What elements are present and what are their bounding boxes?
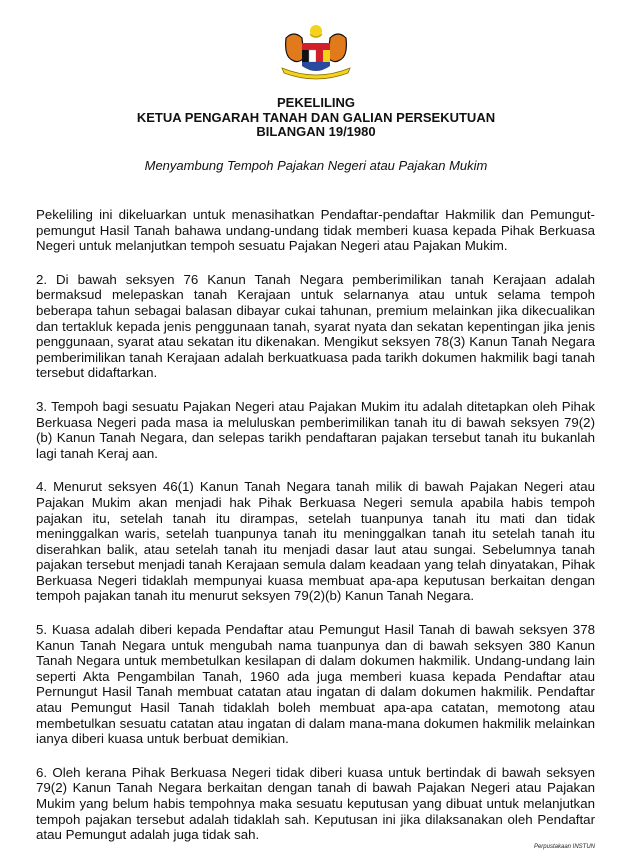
footer-library-mark: Perpustakaan INSTUN — [533, 844, 595, 850]
circular-number: BILANGAN 19/1980 — [256, 124, 376, 139]
paragraph-5: 5. Kuasa adalah diberi kepada Pendaftar atau Pemungut Hasil Tanah di bawah seksyen 378 Kanun Tanah Negara untuk mengubah nama tuanpunya dan di bawah seksyen 380 Kanun Tanah Negara untuk membetulkan kesilapan di dalam dokumen hakmilik. Undang-undang lain seperti Akta Pengambilan Tanah, 1960 ada juga memberi kuasa kepada Pendaftar atau Pernungut Hasil Tanah membuat catatan atau ingatan di dalam dokumen hakmilik. Pendaftar atau Pemungut Hasil Tanah tidaklah boleh membuat apa-apa catatan, memotong atau membetulkan sesuatu catatan atau ingatan di dalam mana-mana dokumen hakmilik melainkan ianya diberi kuasa untuk berbuat demikian. — [36, 622, 595, 747]
issuing-authority: KETUA PENGARAH TANAH DAN GALIAN PERSEKUTUAN — [136, 109, 496, 125]
circular-header — [0, 96, 632, 140]
circular-title: PEKELILING — [276, 95, 355, 110]
paragraph-6: 6. Oleh kerana Pihak Berkuasa Negeri tidak diberi kuasa untuk bertindak di bawah seksyen 79(2) Kanun Tanah Negara berkaitan dengan tanah di bawah Pajakan Negeri atau Pajakan Mukim yang belum habis tempohnya maka sesuatu keputusan yang dibuat untuk melanjutkan tempoh pajakan tersebut adalah tidaklah sah. Keputusan ini jika dilaksanakan oleh Pendaftar atau Pemungut adalah juga tidak sah. — [36, 764, 595, 843]
coat-of-arms-icon — [268, 18, 364, 82]
document-body — [36, 207, 595, 861]
paragraph-3: 3. Tempoh bagi sesuatu Pajakan Negeri atau Pajakan Mukim itu adalah ditetapkan oleh Pihak Berkuasa Negeri pada masa ia meluluskan pemberimilikan tanah itu di bawah seksyen 79(2)(b) Kanun Tanah Negara, dan selepas tarikh pendaftaran pajakan tersebut tanah itu bukanlah lagi tanah Keraj aan. — [36, 398, 595, 461]
paragraph-1: Pekeliling ini dikeluarkan untuk menasihatkan Pendaftar-pendaftar Hakmilik dan Pemungut-pemungut Hasil Tanah bahawa undang-undang tidak memberi kuasa kepada Pihak Berkuasa Negeri untuk melanjutkan tempoh sesuatu Pajakan Negeri atau Pajakan Mukim. — [36, 207, 595, 254]
circular-subject: Menyambung Tempoh Pajakan Negeri atau Pajakan Mukim — [144, 158, 488, 173]
paragraph-2: 2. Di bawah seksyen 76 Kanun Tanah Negara pemberimilikan tanah Kerajaan adalah bermaksud melepaskan tanah Kerajaan untuk selarnanya atau untuk selama tempoh beberapa tahun sebagai balasan dibayar cukai tahunan, premium melainkan jika dikecualikan dan tertakluk kepada jenis penggunaan tanah, syarat nyata dan sekatan kepentingan jika jenis penggunaan, syarat atau sekatan itu dikenakan. Mengikut seksyen 78(3) Kanun Tanah Negara pemberimilikan tanah Kerajaan adalah berkuatkuasa pada tarikh dokumen hakmilik bagi tanah tersebut didaftarkan. — [36, 271, 595, 381]
paragraph-4: 4. Menurut seksyen 46(1) Kanun Tanah Negara tanah milik di bawah Pajakan Negeri atau Pajakan Mukim akan menjadi hak Pihak Berkuasa Negeri semula apabila habis tempoh pajakan itu, setelah tanah itu dirampas, setelah tuanpunya tanah itu mati dan tidak meninggalkan waris, setelah tuanpunya tanah itu meninggalkan tanah itu setelah tanah itu diserahkan balik, atau setelah tanah itu menjadi dasar laut atau sungai. Sebelumnya tanah pajakan tersebut menjadi tanah Kerajaan semula dalam keadaan yang telah dinyatakan, Pihak Berkuasa Negeri tidaklah mempunyai kuasa membuat apa-apa keputusan berkaitan dengan tempoh pajakan tanah itu menurut seksyen 79(2)(b) Kanun Tanah Negara. — [36, 479, 595, 604]
